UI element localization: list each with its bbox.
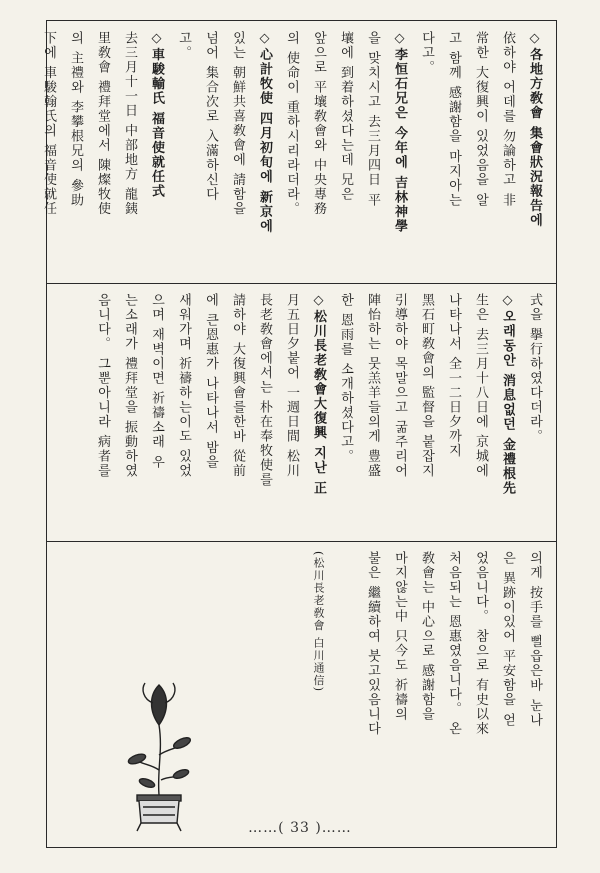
text-column: 다고。 <box>419 31 434 75</box>
text-column: 依하야 어데를 勿論하고 非 <box>500 31 515 208</box>
text-column: 引導하야 목말으고 굶주리어 <box>392 293 407 479</box>
text-column: 으며 재벽이면 祈禱소래 우 <box>149 293 164 470</box>
text-column: 음니다。 그뿐아니라 病者를 <box>95 293 110 479</box>
news-headline-column: ◇心計牧使 四月初旬에 新京에 <box>257 31 272 234</box>
text-column <box>332 545 359 843</box>
text-column: 陣怡하는 뭇羔羊들의게 豊盛 <box>365 293 380 479</box>
bottom-news-section <box>47 545 556 843</box>
text-column: 은 異跡이있어 平安함을 얻 <box>500 551 515 728</box>
text-column: 을 맞치시고 去三月四日 平 <box>365 31 380 208</box>
text-column: 넘어 集合次로 入滿하신다 <box>203 31 218 202</box>
text-column: 月五日夕붙어 一週日間 松川 <box>284 293 299 479</box>
text-column: 去三月十一日 中部地方 龍銕 <box>122 31 137 217</box>
text-column: 나타나서 全一二日夕까지 <box>446 293 461 459</box>
text-column: 고。 <box>176 31 191 60</box>
text-column: 常한 大復興이 있었음을 알 <box>473 31 488 208</box>
text-column: 의 主禮와 李攀根兄의 參助 <box>68 31 83 208</box>
section-divider <box>47 541 556 542</box>
text-column: 새워가며 祈禱하는이도 있었 <box>176 293 191 479</box>
news-headline-column: ◇車駿輸氏 福音使就任式 <box>149 31 164 199</box>
text-column: 불은 繼續하여 붓고있음니다 <box>365 551 380 737</box>
section-divider <box>47 283 556 284</box>
text-column: 는소래가 禮拜堂을 振動하였 <box>122 293 137 479</box>
text-column: 長老敎會에서는 朴在奉牧使를 <box>257 293 272 488</box>
source-note-column: (松川長老敎會 白川通信) <box>312 551 325 693</box>
text-column: 式을 擧行하였다더라。 <box>527 293 542 444</box>
text-column: 에 큰恩惠가 나타나서 밤을 <box>203 293 218 470</box>
text-column: 의게 按手를 뻘읍은바 눈나 <box>527 551 542 728</box>
page-frame <box>41 20 557 848</box>
text-column: 앞으로 平壤敎會와 中央專務 <box>311 31 326 217</box>
middle-news-section <box>47 287 556 537</box>
flower-vase-illustration <box>119 675 199 835</box>
news-headline-column: ◇各地方敎會 集會狀況報告에 <box>527 31 542 228</box>
text-column: 黑石町敎會의 監督을 붙잡지 <box>419 293 434 479</box>
news-headline-column: ◇松川長老敎會大復興 지난 正 <box>311 293 326 496</box>
text-column: 壤에 到着하셨다는데 兄은 <box>338 31 353 202</box>
text-column: 처음되는 恩惠였음니다。 온 <box>446 551 461 737</box>
text-column: 生은 去三月十八日에 京城에 <box>473 293 488 479</box>
text-column: 敎會는 中心으로 感謝함을 <box>419 551 434 722</box>
text-column: 請하야 大復興會를한바 從前 <box>230 293 245 479</box>
top-news-section <box>41 25 556 279</box>
news-headline-column: ◇李恒石兄은 今年에 吉林神學 <box>392 31 407 234</box>
text-column: 下에 車駿翰氏의 福音使就任 <box>41 31 56 217</box>
text-column: 었음니다。 참으로 有史以來 <box>473 551 488 737</box>
page-number: ……( 33 )…… <box>248 820 352 836</box>
text-column: 있는 朝鮮共喜敎會에 請함을 <box>230 31 245 217</box>
text-column: 의 使命이 重하시리라더라。 <box>284 31 299 217</box>
text-column: 마지않는中 只今도 祈禱의 <box>392 551 407 722</box>
text-column: 里敎會 禮拜堂에서 陳燦牧使 <box>95 31 110 217</box>
news-headline-column: ◇오래동안 消息없던 金禮根先 <box>500 293 515 496</box>
text-column: 한 恩雨를 소개하셨다고。 <box>338 293 353 464</box>
text-column: 고 함께 感謝함을 마지아는 <box>446 31 461 208</box>
